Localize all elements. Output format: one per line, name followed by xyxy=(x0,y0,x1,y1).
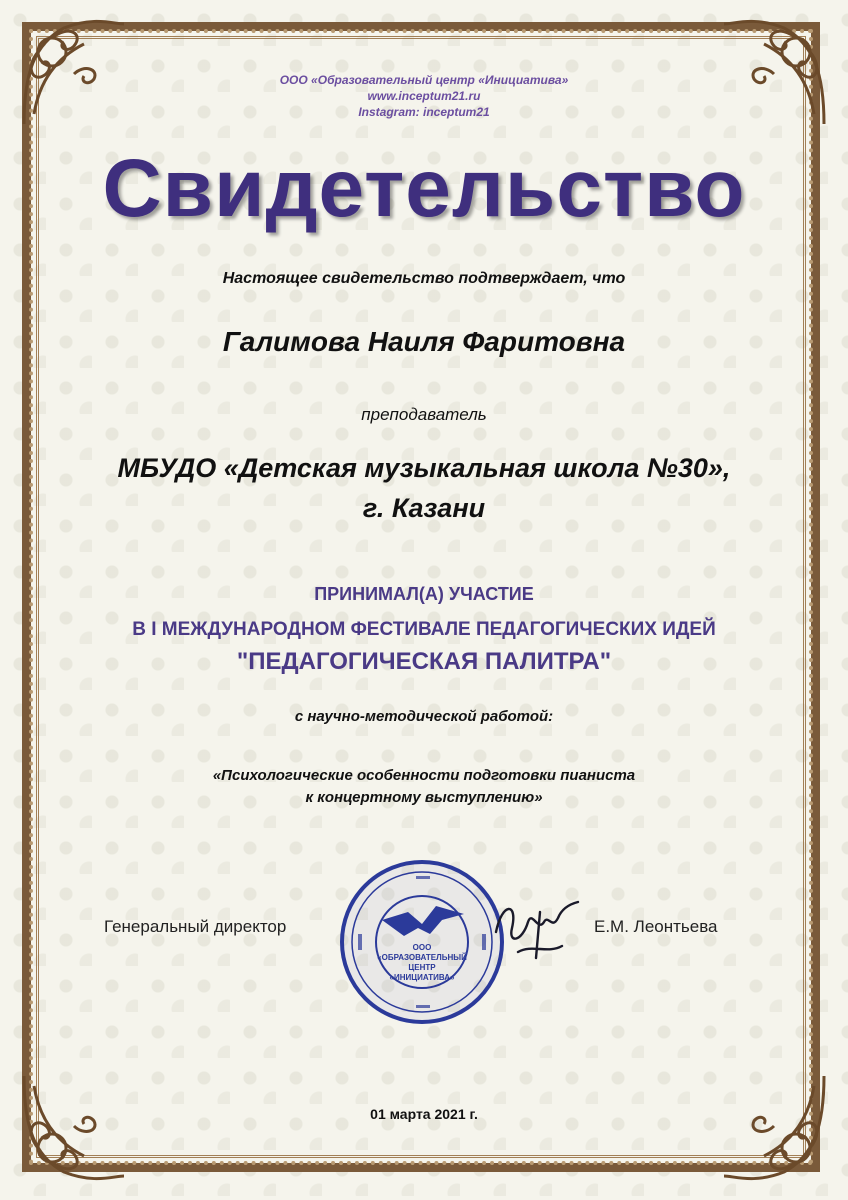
institution-line-1: МБУДО «Детская музыкальная школа №30», xyxy=(117,453,731,483)
ornate-corner-icon xyxy=(14,1066,134,1186)
issue-date: 01 марта 2021 г. xyxy=(370,1106,478,1122)
confirms-text: Настоящее свидетельство подтверждает, что xyxy=(222,270,626,287)
person-name: Галимова Наиля Фаритовна xyxy=(222,326,626,357)
festival-name: "ПЕДАГОГИЧЕСКАЯ ПАЛИТРА" xyxy=(236,648,612,675)
organization-name: ООО «Образовательный центр «Инициатива» xyxy=(279,73,569,87)
organization-website: www.inceptum21.ru xyxy=(367,89,481,103)
participation-text: ПРИНИМАЛ(А) УЧАСТИЕ xyxy=(314,584,534,604)
work-title-line-1: «Психологические особенности подготовки пианиста xyxy=(212,767,636,784)
institution xyxy=(0,448,848,528)
signature-scribble xyxy=(488,892,588,972)
signer-role: Генеральный директор xyxy=(104,917,287,936)
position: преподаватель xyxy=(361,405,487,424)
stamp-text-4: «ИНИЦИАТИВА» xyxy=(389,973,455,982)
certificate-title: Свидетельство xyxy=(102,143,746,234)
signer-name: Е.М. Леонтьева xyxy=(594,917,718,936)
organization-header xyxy=(0,72,848,120)
stamp-text-3: ЦЕНТР xyxy=(408,963,436,972)
festival-text: В I МЕЖДУНАРОДНОМ ФЕСТИВАЛЕ ПЕДАГОГИЧЕСКИХ ИДЕЙ xyxy=(132,619,716,640)
stamp-text-1: ООО xyxy=(412,943,432,952)
institution-line-2: г. Казани xyxy=(362,493,486,523)
ornate-corner-icon xyxy=(714,1066,834,1186)
stamp-text-2: «ОБРАЗОВАТЕЛЬНЫЙ xyxy=(377,953,467,962)
organization-instagram: Instagram: inceptum21 xyxy=(358,105,490,119)
work-title xyxy=(0,765,848,809)
work-title-line-2: к концертному выступлению» xyxy=(305,789,543,806)
work-label: с научно-методической работой: xyxy=(294,708,554,725)
stamp-seal xyxy=(338,858,506,1026)
